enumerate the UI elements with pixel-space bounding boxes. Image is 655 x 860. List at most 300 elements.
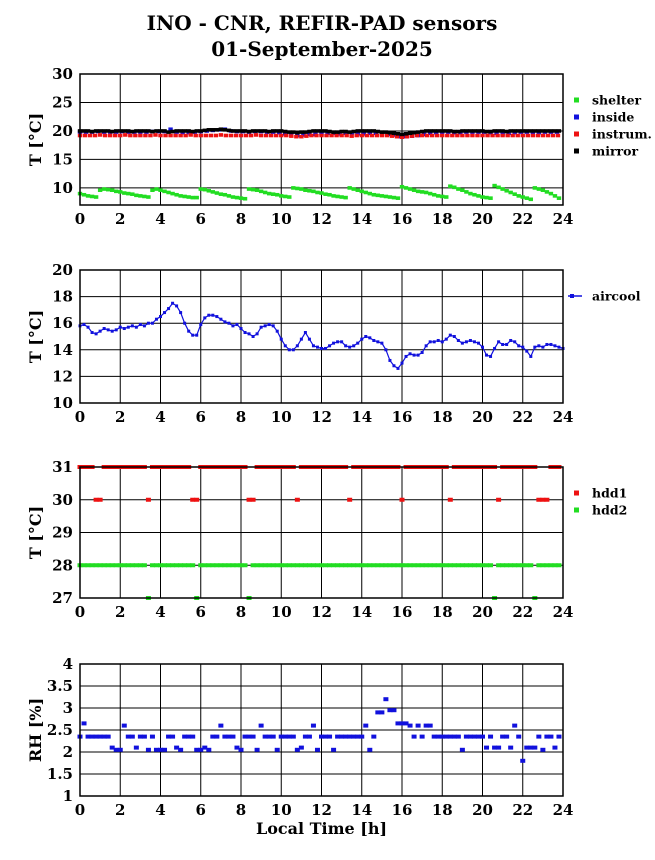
x-tick-label: 20 (472, 801, 493, 819)
data-point (500, 134, 504, 138)
data-point (247, 130, 251, 134)
data-point (235, 323, 238, 326)
data-point (254, 133, 258, 137)
data-point (400, 133, 404, 137)
data-point (203, 188, 207, 192)
data-point (106, 188, 110, 192)
data-point (122, 191, 126, 195)
data-point (98, 133, 102, 137)
y-tick-label: 31 (52, 458, 73, 476)
data-point (272, 324, 275, 327)
data-point (549, 343, 552, 346)
panels-group (26, 65, 652, 838)
data-point (516, 134, 520, 138)
legend-marker (570, 294, 574, 298)
data-point (352, 130, 356, 134)
data-point (289, 134, 293, 138)
data-point (526, 134, 530, 138)
data-point (90, 130, 94, 134)
x-tick-label: 22 (512, 408, 534, 426)
data-point (533, 346, 536, 349)
data-point (130, 735, 135, 739)
data-point (118, 134, 122, 138)
x-tick-label: 0 (74, 408, 86, 426)
data-point (162, 190, 166, 194)
data-point (182, 129, 186, 133)
data-point (138, 129, 142, 133)
data-point (215, 128, 219, 132)
x-tick-label: 8 (235, 801, 247, 819)
data-point (553, 344, 556, 347)
data-point (517, 344, 520, 347)
y-tick-label: 25 (52, 93, 73, 112)
data-point (505, 134, 509, 138)
legend-item-instrum (574, 127, 652, 142)
data-point (319, 134, 323, 138)
data-point (412, 735, 417, 739)
data-point (347, 498, 352, 502)
data-point (420, 735, 425, 739)
data-point (413, 354, 416, 357)
data-point (295, 187, 299, 191)
data-point (127, 326, 130, 329)
x-tick-label: 18 (431, 603, 453, 621)
data-point (528, 563, 533, 567)
data-point (307, 130, 311, 134)
x-tick-label: 12 (311, 603, 332, 621)
data-point (376, 130, 380, 134)
data-point (279, 134, 283, 138)
y-axis-label: T [°C] (26, 505, 45, 560)
data-point (533, 129, 537, 133)
legend-label: inside (592, 109, 635, 125)
data-point (244, 331, 247, 334)
data-point (173, 134, 177, 138)
data-point (429, 340, 432, 343)
data-point (529, 129, 533, 133)
data-point (299, 130, 303, 134)
data-point (344, 344, 347, 347)
data-point (315, 748, 320, 752)
x-tick-label: 8 (235, 408, 247, 426)
x-tick-label: 10 (270, 603, 292, 621)
x-tick-label: 0 (74, 210, 86, 228)
data-point (335, 195, 339, 199)
data-point (421, 351, 424, 354)
series-hdd1 (78, 465, 562, 502)
data-point (460, 129, 464, 133)
data-point (392, 131, 396, 135)
y-tick-label: 1 (62, 787, 73, 805)
data-point (480, 735, 485, 739)
data-point (106, 129, 110, 133)
data-point (304, 134, 308, 138)
data-point (396, 196, 400, 200)
data-point (508, 191, 512, 195)
x-tick-label: 14 (351, 801, 373, 819)
data-point (505, 343, 508, 346)
x-tick-label: 0 (74, 801, 86, 819)
data-point (190, 735, 195, 739)
data-point (343, 196, 347, 200)
data-point (163, 311, 166, 314)
data-point (86, 129, 90, 133)
data-point (108, 134, 112, 138)
data-point (508, 129, 512, 133)
data-point (380, 134, 384, 138)
data-point (296, 344, 299, 347)
data-point (93, 134, 97, 138)
data-point (292, 348, 295, 351)
data-point (365, 134, 369, 138)
data-point (235, 196, 239, 200)
data-point (115, 328, 118, 331)
data-point (102, 129, 106, 133)
data-point (267, 130, 271, 134)
data-point (219, 133, 223, 137)
data-point (174, 193, 178, 197)
data-point (311, 190, 315, 194)
data-point (130, 130, 134, 134)
x-tick-label: 18 (431, 210, 453, 228)
data-point (311, 724, 316, 728)
data-point (424, 191, 428, 195)
data-point (536, 735, 541, 739)
data-point (256, 332, 259, 335)
x-tick-label: 24 (552, 801, 574, 819)
data-point (520, 759, 525, 763)
x-tick-label: 6 (195, 801, 206, 819)
data-point (440, 195, 444, 199)
data-point (150, 130, 154, 134)
data-point (493, 347, 496, 350)
data-point (484, 130, 488, 134)
data-point (143, 134, 147, 138)
data-point (464, 190, 468, 194)
data-point (537, 187, 541, 191)
data-point (90, 195, 94, 199)
data-point (370, 134, 374, 138)
data-point (146, 129, 150, 133)
data-point (468, 192, 472, 196)
data-point (219, 318, 222, 321)
data-point (94, 195, 98, 199)
x-tick-label: 8 (235, 210, 247, 228)
data-point (159, 315, 162, 318)
data-point (412, 188, 416, 192)
data-point (364, 129, 368, 133)
data-point (195, 129, 199, 133)
data-point (376, 194, 380, 198)
data-point (113, 134, 117, 138)
data-point (360, 190, 364, 194)
data-point (347, 186, 351, 190)
data-point (190, 563, 195, 567)
data-point (99, 330, 102, 333)
data-point (83, 134, 87, 138)
data-point (448, 498, 453, 502)
data-point (178, 129, 182, 133)
data-point (178, 748, 183, 752)
x-tick-label: 4 (155, 210, 166, 228)
data-point (372, 193, 376, 197)
data-point (500, 187, 504, 191)
data-point (380, 342, 383, 345)
data-point (501, 343, 504, 346)
data-point (488, 196, 492, 200)
data-point (255, 188, 259, 192)
data-point (248, 332, 251, 335)
data-point (223, 193, 227, 197)
data-point (504, 189, 508, 193)
panel-hdd (26, 458, 627, 621)
data-point (295, 498, 300, 502)
data-point (243, 563, 248, 567)
data-point (155, 318, 158, 321)
x-tick-label: 24 (552, 210, 574, 228)
data-point (269, 134, 273, 138)
data-point (146, 748, 151, 752)
data-point (110, 188, 114, 192)
data-point (122, 129, 126, 133)
data-point (557, 196, 561, 200)
data-point (187, 330, 190, 333)
data-point (150, 188, 154, 192)
data-point (283, 195, 287, 199)
data-point (496, 498, 501, 502)
data-point (175, 304, 178, 307)
y-tick-label: 14 (52, 340, 73, 359)
data-point (224, 134, 228, 138)
data-point (186, 195, 190, 199)
data-point (194, 498, 199, 502)
data-point (263, 129, 267, 133)
data-point (83, 323, 86, 326)
data-point (311, 129, 315, 133)
data-point (280, 338, 283, 341)
data-point (251, 498, 256, 502)
y-tick-label: 20 (52, 261, 73, 279)
series-instrum (78, 133, 560, 139)
x-tick-label: 16 (391, 210, 413, 228)
data-point (195, 196, 199, 200)
data-point (324, 134, 328, 138)
legend-item-inside (574, 110, 634, 125)
data-point (151, 322, 154, 325)
x-tick-label: 18 (431, 408, 453, 426)
data-point (461, 342, 464, 345)
y-tick-label: 15 (52, 150, 73, 169)
data-point (214, 134, 218, 138)
data-point (211, 190, 215, 194)
y-tick-label: 1.5 (46, 765, 73, 783)
y-tick-label: 10 (52, 394, 73, 412)
data-point (475, 134, 479, 138)
data-point (182, 195, 186, 199)
data-point (260, 326, 263, 329)
data-point (199, 323, 202, 326)
data-point (307, 735, 312, 739)
data-point (476, 194, 480, 198)
x-tick-label: 22 (512, 210, 534, 228)
data-point (291, 130, 295, 134)
data-point (118, 190, 122, 194)
data-point (339, 195, 343, 199)
data-point (420, 134, 424, 138)
data-point (531, 134, 535, 138)
data-point (327, 735, 332, 739)
data-point (513, 129, 517, 133)
data-point (133, 134, 137, 138)
y-tick-label: 3.5 (46, 677, 73, 695)
data-point (452, 186, 456, 190)
data-point (122, 724, 127, 728)
data-point (392, 196, 396, 200)
data-point (158, 134, 162, 138)
data-point (437, 339, 440, 342)
data-point (276, 330, 279, 333)
data-point (372, 129, 376, 133)
data-point (204, 134, 208, 138)
data-point (303, 188, 307, 192)
data-point (452, 130, 456, 134)
data-point (240, 327, 243, 330)
data-point (496, 746, 501, 750)
data-point (521, 346, 524, 349)
x-tick-label: 24 (552, 603, 574, 621)
x-tick-label: 6 (195, 408, 206, 426)
data-point (470, 134, 474, 138)
legend-item-mirror (574, 144, 638, 159)
data-point (544, 498, 549, 502)
data-point (264, 134, 268, 138)
data-point (352, 187, 356, 191)
data-point (532, 746, 537, 750)
data-point (525, 350, 528, 353)
data-point (223, 320, 226, 323)
data-point (484, 746, 489, 750)
data-point (445, 338, 448, 341)
data-point (440, 134, 444, 138)
data-point (375, 134, 379, 138)
data-point (98, 129, 102, 133)
data-point (138, 134, 142, 138)
data-point (504, 130, 508, 134)
x-tick-label: 14 (351, 603, 373, 621)
data-point (352, 344, 355, 347)
data-point (268, 323, 271, 326)
data-point (340, 340, 343, 343)
data-point (549, 129, 553, 133)
data-point (521, 129, 525, 133)
data-point (158, 129, 162, 133)
data-point (490, 134, 494, 138)
data-point (130, 192, 134, 196)
y-tick-label: 27 (52, 589, 73, 607)
data-point (323, 192, 327, 196)
data-point (235, 129, 239, 133)
data-point (336, 340, 339, 343)
data-point (552, 746, 557, 750)
data-point (103, 327, 106, 330)
data-point (153, 133, 157, 137)
data-point (283, 130, 287, 134)
data-point (98, 498, 103, 502)
data-point (327, 193, 331, 197)
data-point (231, 195, 235, 199)
data-point (509, 339, 512, 342)
data-point (557, 346, 560, 349)
legend-label: hdd1 (592, 485, 628, 501)
data-point (288, 348, 291, 351)
data-point (513, 192, 517, 196)
data-point (460, 748, 465, 752)
data-point (209, 134, 213, 138)
data-point (324, 347, 327, 350)
data-point (400, 498, 405, 502)
data-point (545, 129, 549, 133)
data-point (551, 134, 555, 138)
data-point (110, 130, 114, 134)
y-tick-label: 2 (62, 743, 73, 761)
data-point (371, 735, 376, 739)
data-point (214, 735, 219, 739)
data-point (142, 129, 146, 133)
data-point (135, 326, 138, 329)
data-point (388, 195, 392, 199)
data-point (432, 129, 436, 133)
data-point (363, 724, 368, 728)
data-point (179, 311, 182, 314)
data-point (279, 194, 283, 198)
x-tick-label: 10 (270, 801, 292, 819)
chart-subtitle: 01-September-2025 (211, 37, 433, 61)
x-tick-label: 2 (115, 210, 126, 228)
data-point (485, 134, 489, 138)
y-axis-label: RH [%] (26, 697, 45, 763)
y-tick-label: 3 (62, 699, 73, 717)
legend-label: shelter (592, 92, 642, 108)
data-point (244, 134, 248, 138)
data-point (441, 340, 444, 343)
data-point (162, 129, 166, 133)
data-point (367, 748, 372, 752)
data-point (508, 746, 513, 750)
data-point (488, 735, 493, 739)
data-point (440, 129, 444, 133)
data-point (271, 735, 276, 739)
data-point (460, 188, 464, 192)
data-point (323, 129, 327, 133)
data-point (139, 323, 142, 326)
data-point (541, 129, 545, 133)
data-point (516, 735, 521, 739)
data-point (360, 129, 364, 133)
data-point (525, 129, 529, 133)
data-point (255, 129, 259, 133)
data-point (408, 724, 413, 728)
data-point (170, 192, 174, 196)
data-point (147, 322, 150, 325)
data-point (444, 129, 448, 133)
data-point (279, 129, 283, 133)
data-point (167, 307, 170, 310)
data-point (360, 338, 363, 341)
data-point (146, 498, 151, 502)
panel-rh (26, 655, 573, 838)
data-point (472, 193, 476, 197)
data-point (484, 196, 488, 200)
